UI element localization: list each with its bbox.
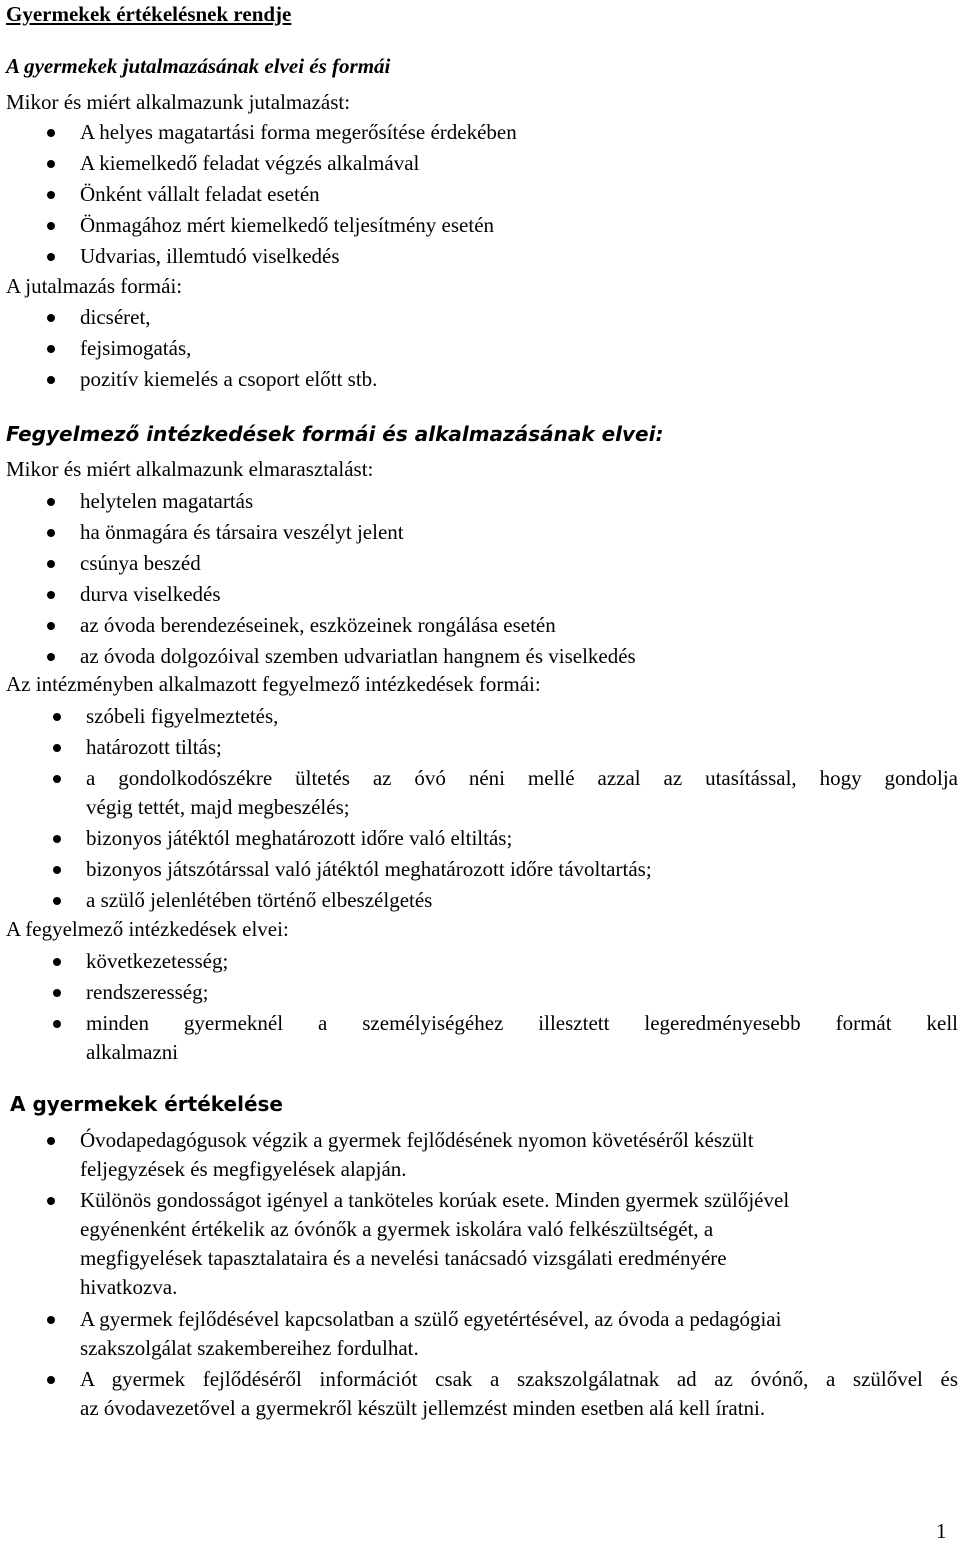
paragraph-line: megfigyelések tapasztalataira és a nevelési tanácsadó vizsgálati eredményére xyxy=(80,1246,727,1270)
paragraph-line: az óvodavezetővel a gyermekről készült jellemzést minden esetben alá kell íratni. xyxy=(80,1396,766,1420)
bullet-icon xyxy=(47,1316,55,1324)
paragraph-line: Különös gondosságot igényel a tanköteles korúak esete. Minden gyermek szülőjével xyxy=(80,1188,790,1212)
bullet-icon xyxy=(53,1020,61,1028)
bullet-icon xyxy=(53,989,61,997)
paragraph-line: Óvodapedagógusok végzik a gyermek fejlődésének nyomon követéséről készült xyxy=(80,1128,754,1152)
bullet-icon xyxy=(53,866,61,874)
bullet-icon xyxy=(47,622,55,630)
list-item: pozitív kiemelés a csoport előtt stb. xyxy=(80,367,378,391)
list-item: Udvarias, illemtudó viselkedés xyxy=(80,244,340,268)
list-item: Önként vállalt feladat esetén xyxy=(80,182,320,206)
paragraph-line: hivatkozva. xyxy=(80,1275,178,1299)
bullet-icon xyxy=(47,222,55,230)
bullet-icon xyxy=(53,835,61,843)
bullet-icon xyxy=(47,376,55,384)
discipline-intro: Mikor és miért alkalmazunk elmarasztalást: xyxy=(6,457,374,481)
list-item-continuation: végig tettét, majd megbeszélés; xyxy=(86,795,350,819)
list-item: határozott tiltás; xyxy=(86,735,222,759)
bullet-icon xyxy=(53,744,61,752)
bullet-icon xyxy=(47,591,55,599)
bullet-icon xyxy=(47,1137,55,1145)
list-item: bizonyos játéktól meghatározott időre való eltiltás; xyxy=(86,826,513,850)
list-item: fejsimogatás, xyxy=(80,336,192,360)
rewards-intro: Mikor és miért alkalmazunk jutalmazást: xyxy=(6,90,351,114)
list-item: durva viselkedés xyxy=(80,582,221,606)
list-item-continuation: alkalmazni xyxy=(86,1040,179,1064)
list-item: A kiemelkedő feladat végzés alkalmával xyxy=(80,151,420,175)
bullet-icon xyxy=(53,775,61,783)
paragraph-line: feljegyzések és megfigyelések alapján. xyxy=(80,1157,407,1181)
list-item: Önmagához mért kiemelkedő teljesítmény esetén xyxy=(80,213,495,237)
paragraph-line: egyénenként értékelik az óvónők a gyermek iskolára való felkészültségét, a xyxy=(80,1217,714,1241)
bullet-icon xyxy=(47,129,55,137)
bullet-icon xyxy=(47,1376,55,1384)
bullet-icon xyxy=(47,498,55,506)
paragraph-line: A gyermek fejlődésével kapcsolatban a szülő egyetértésével, az óvoda a pedagógiai xyxy=(80,1307,782,1331)
bullet-icon xyxy=(47,191,55,199)
section-heading-evaluation: A gyermekek értékelése xyxy=(10,1092,283,1116)
list-item: dicséret, xyxy=(80,305,151,329)
bullet-icon xyxy=(47,1197,55,1205)
list-item: az óvoda berendezéseinek, eszközeinek rongálása esetén xyxy=(80,613,556,637)
list-item: szóbeli figyelmeztetés, xyxy=(86,704,279,728)
list-item: következetesség; xyxy=(86,949,229,973)
discipline-principles-intro: A fegyelmező intézkedések elvei: xyxy=(6,917,289,941)
section-heading-rewards: A gyermekek jutalmazásának elvei és formái xyxy=(6,54,391,78)
reward-forms-intro: A jutalmazás formái: xyxy=(6,274,183,298)
list-item: A helyes magatartási forma megerősítése érdekében xyxy=(80,120,517,144)
list-item: a szülő jelenlétében történő elbeszélgetés xyxy=(86,888,433,912)
bullet-icon xyxy=(53,897,61,905)
bullet-icon xyxy=(47,529,55,537)
list-item: ha önmagára és társaira veszélyt jelent xyxy=(80,520,404,544)
paragraph-line: szakszolgálat szakembereihez fordulhat. xyxy=(80,1336,419,1360)
list-item: az óvoda dolgozóival szemben udvariatlan hangnem és viselkedés xyxy=(80,644,636,668)
bullet-icon xyxy=(47,314,55,322)
list-item: bizonyos játszótárssal való játéktól meghatározott időre távoltartás; xyxy=(86,857,652,881)
page-number: 1 xyxy=(936,1519,947,1543)
section-heading-discipline: Fegyelmező intézkedések formái és alkalmazásának elvei: xyxy=(6,422,664,446)
document-title: Gyermekek értékelésnek rendje xyxy=(6,2,292,26)
bullet-icon xyxy=(47,345,55,353)
list-item: a gondolkodószékre ültetés az óvó néni mellé azzal az utasítással, hogy gondolja xyxy=(86,766,958,790)
bullet-icon xyxy=(47,560,55,568)
discipline-forms-intro: Az intézményben alkalmazott fegyelmező intézkedések formái: xyxy=(6,672,541,696)
bullet-icon xyxy=(53,713,61,721)
bullet-icon xyxy=(47,160,55,168)
bullet-icon xyxy=(53,958,61,966)
bullet-icon xyxy=(47,653,55,661)
list-item: helytelen magatartás xyxy=(80,489,254,513)
list-item: rendszeresség; xyxy=(86,980,209,1004)
list-item: minden gyermeknél a személyiségéhez illesztett legeredményesebb formát kell xyxy=(86,1011,958,1035)
list-item: csúnya beszéd xyxy=(80,551,201,575)
bullet-icon xyxy=(47,253,55,261)
paragraph-line: A gyermek fejlődéséről információt csak a szakszolgálatnak ad az óvónő, a szülővel és xyxy=(80,1367,958,1391)
